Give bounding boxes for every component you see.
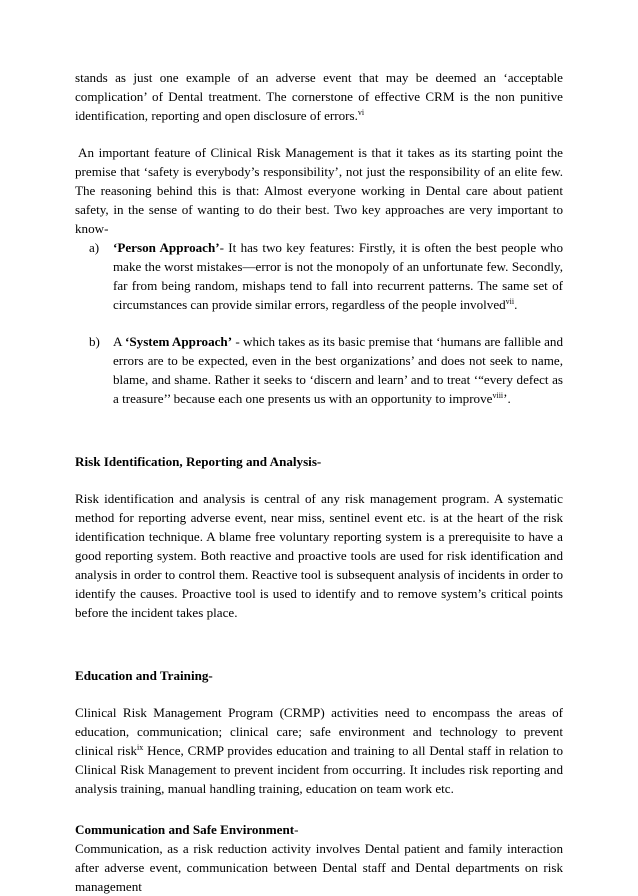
document-page [75, 68, 563, 896]
footnote-ref: vii [505, 297, 515, 306]
communication-paragraph: Communication, as a risk reduction activity involves Dental patient and family interaction after adverse event, communication between Dental staff and Dental departments on risk management [75, 841, 563, 894]
approach-title: ‘Person Approach’ [113, 240, 220, 255]
approach-list [75, 238, 563, 408]
section-heading-education: Education and Training- [75, 668, 213, 683]
risk-paragraph: Risk identification and analysis is central of any risk management program. A systematic method for reporting adverse event, near miss, sentinel event etc. is at the heart of the risk identification technique. A blame free voluntary reporting system is a prerequisite to have a good reporting system. Both reactive and proactive tools are used for risk identification and analysis in order to control them. Reactive tool is subsequent analysis of incidents in order to identify the causes. Proactive tool is used to identify and to remove system’s critical points before the incident takes place. [75, 491, 563, 620]
intro-paragraph: stands as just one example of an adverse event that may be deemed an ‘acceptable complication’ of Dental treatment. The cornerstone of effective CRM is the non punitive identification, reporting and open disclosure of errors.$^{vi}$ [75, 70, 563, 123]
section-heading-risk: Risk Identification, Reporting and Analysis- [75, 454, 322, 469]
footnote-ref: ix [137, 743, 144, 752]
section-heading-communication: Communication and Safe Environment- [75, 822, 299, 837]
footnote-ref: viii [492, 391, 504, 400]
list-item-person-approach: a) ‘Person Approach’- It has two key features: Firstly, it is often the best people who make the worst mistakes—error is not the monopoly of an unfortunate few. Secondly, far from being random, mishaps tend to fall into recurrent patterns. The same set of circumstances can provide similar errors, regardless of the people involved$^{vii}$. [89, 240, 563, 312]
list-marker: a) [89, 240, 100, 255]
education-paragraph: Clinical Risk Management Program (CRMP) activities need to encompass the areas of education, communication; clinical care; safe environment and technology to prevent clinical risk$^{ix}$ Hence, CRMP provides education and training to all Dental staff in relation to Clinical Risk Management to prevent incident from occurring. It includes risk reporting and analysis training, manual handling training, education on team work etc. [75, 705, 563, 796]
crm-paragraph: An important feature of Clinical Risk Management is that it takes as its starting point the premise that ‘safety is everybody’s responsibility’, not just the responsibility of an elite few. The reasoning behind this is that: Almost everyone working in Dental care about patient safety, in the sense of wanting to do their best. Two key approaches are very important to know- [75, 145, 563, 236]
list-item-system-approach: b) A ‘System Approach’ - which takes as its basic premise that ‘humans are fallible and errors are to be expected, even in the best organizations’ and does not seek to name, blame, and shame. Rather it seeks to ‘discern and learn’ and to treat ‘“every defect as a treasure’’ because each one presents us with an opportunity to improve$^{viii}$’. [89, 334, 563, 406]
approach-title: ‘System Approach’ [125, 334, 233, 349]
list-marker: b) [89, 334, 100, 349]
footnote-ref: vi [357, 108, 365, 117]
